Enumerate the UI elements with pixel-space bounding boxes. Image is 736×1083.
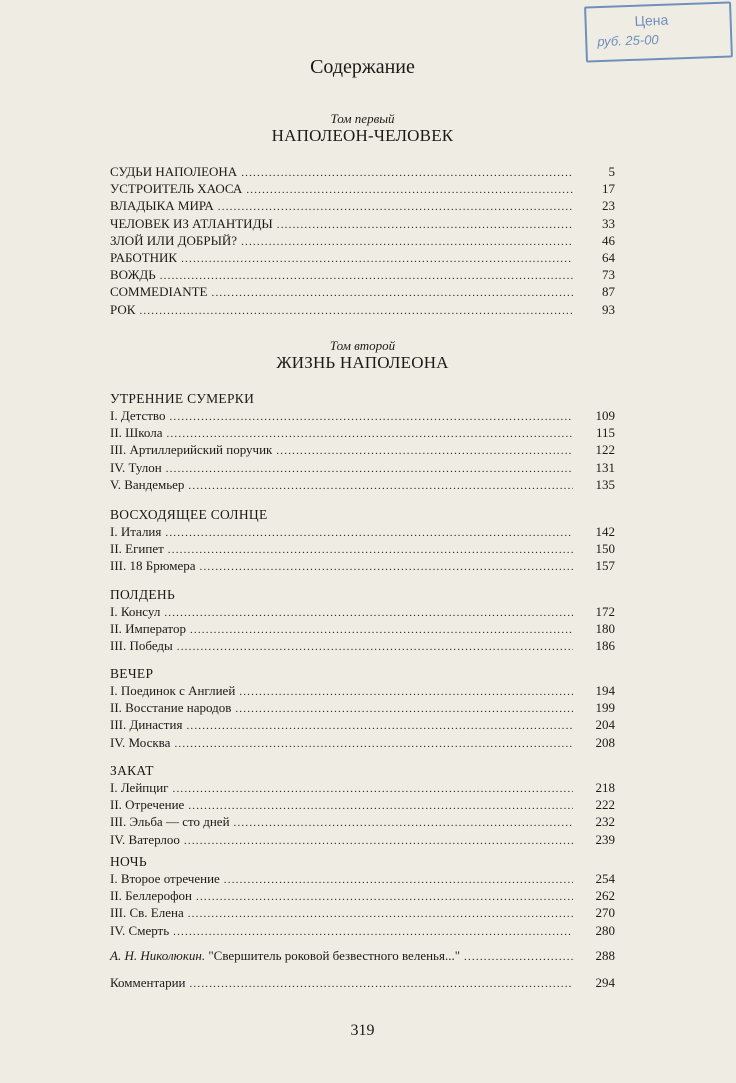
leader-dots	[173, 926, 573, 938]
leader-dots	[276, 445, 573, 457]
toc-entry-label: II. Беллерофон	[110, 888, 193, 904]
volume1-title: НАПОЛЕОН-ЧЕЛОВЕК	[271, 126, 454, 145]
leader-dots	[165, 527, 573, 539]
toc-entry-label: ВЛАДЫКА МИРА	[110, 198, 214, 214]
toc-entry-page: 232	[595, 814, 615, 830]
leader-dots	[235, 703, 573, 715]
toc-entry-label: IV. Ватерлоо	[110, 831, 180, 847]
toc-row	[110, 250, 615, 267]
toc-entry-label: I. Лейпциг	[110, 780, 169, 795]
toc-row	[110, 797, 615, 814]
toc-entry-label: III. Эльба — сто дней	[110, 814, 230, 830]
toc-entry-page: 5	[608, 164, 615, 179]
toc-row	[110, 524, 615, 541]
toc-entry-page: 194	[595, 683, 615, 698]
leader-dots	[188, 908, 573, 920]
toc-row	[110, 923, 615, 940]
toc-row	[110, 408, 615, 425]
toc-entry-page: 150	[595, 541, 615, 557]
toc-row	[110, 735, 615, 752]
toc-entry-page: 186	[595, 638, 615, 654]
toc-entry-page: 280	[595, 922, 615, 938]
toc-entry-page: 172	[595, 604, 615, 619]
leader-dots	[186, 720, 573, 732]
toc-entry-label: ЗЛОЙ ИЛИ ДОБРЫЙ?	[110, 232, 238, 248]
toc-entry-page: 87	[602, 284, 615, 300]
toc-entry-page: 93	[602, 301, 615, 317]
toc-row	[110, 604, 615, 621]
toc-entry-label: III. Артиллерийский поручик	[110, 442, 273, 458]
toc-entry-label: II. Школа	[110, 425, 163, 441]
toc-entry-page: 23	[602, 198, 615, 214]
toc-entry-page: 157	[595, 558, 615, 574]
volume1-entries	[110, 164, 615, 319]
toc-entry-page: 262	[595, 888, 615, 904]
toc-entry-label: ВОЖДЬ	[110, 267, 156, 283]
part-sunset	[110, 761, 615, 849]
toc-row	[110, 871, 615, 888]
toc-entry-label: III. Св. Елена	[110, 905, 184, 921]
toc-entry-page: 254	[595, 871, 615, 886]
leader-dots	[234, 817, 573, 829]
part-morning-twilight	[110, 389, 615, 494]
afterword-page: 288	[595, 948, 615, 963]
commentary-entry	[110, 975, 615, 992]
leader-dots	[200, 561, 573, 573]
toc-entry-label: IV. Смерть	[110, 922, 170, 938]
part-title: НОЧЬ	[110, 854, 147, 869]
part-noon	[110, 585, 615, 656]
leader-dots	[224, 874, 573, 886]
toc-row	[110, 888, 615, 905]
toc-entry-page: 73	[602, 267, 615, 283]
toc-entry-label: I. Италия	[110, 524, 162, 539]
leader-dots	[196, 891, 573, 903]
toc-entry-page: 239	[595, 831, 615, 847]
part-night	[110, 852, 615, 940]
toc-row	[110, 216, 615, 233]
toc-row	[110, 460, 615, 477]
leader-dots	[167, 428, 573, 440]
toc-entry-page: 204	[595, 717, 615, 733]
leader-dots	[277, 219, 573, 231]
leader-dots	[188, 480, 573, 492]
toc-entry-label: IV. Тулон	[110, 459, 162, 475]
afterword-entry	[110, 948, 615, 965]
leader-dots	[166, 463, 573, 475]
leader-dots	[139, 305, 573, 317]
toc-entry-label: I. Детство	[110, 408, 166, 423]
toc-row	[110, 683, 615, 700]
toc-entry-label: ЧЕЛОВЕК ИЗ АТЛАНТИДЫ	[110, 215, 273, 231]
toc-entry-page: 17	[602, 181, 615, 197]
part-rising-sun	[110, 505, 615, 576]
toc-row	[110, 541, 615, 558]
leader-dots	[241, 236, 573, 248]
page-number: 319	[350, 1022, 375, 1039]
leader-dots	[160, 270, 573, 282]
toc-page	[110, 0, 615, 1083]
toc-entry-label: IV. Москва	[110, 734, 171, 750]
part-title: ВЕЧЕР	[110, 666, 154, 681]
stamp-label: Цена	[634, 11, 669, 29]
toc-entry-page: 270	[595, 905, 615, 921]
toc-row	[110, 267, 615, 284]
toc-row	[110, 780, 615, 797]
leader-dots	[181, 253, 573, 265]
part-title: УТРЕННИЕ СУМЕРКИ	[110, 391, 255, 406]
leader-dots	[169, 411, 573, 423]
toc-row-afterword	[110, 948, 615, 965]
toc-entry-label: COMMEDIANTE	[110, 284, 208, 300]
toc-row	[110, 814, 615, 831]
toc-row	[110, 302, 615, 319]
toc-row	[110, 425, 615, 442]
leader-dots	[177, 641, 573, 653]
toc-row	[110, 284, 615, 301]
part-title: ЗАКАТ	[110, 763, 154, 778]
toc-entry-label: II. Египет	[110, 541, 164, 557]
leader-dots	[190, 624, 573, 636]
leader-dots	[239, 686, 573, 698]
toc-entry-label: РОК	[110, 301, 136, 317]
leader-dots	[164, 607, 573, 619]
toc-entry-label: II. Отречение	[110, 797, 185, 813]
volume2-title: ЖИЗНЬ НАПОЛЕОНА	[276, 353, 449, 372]
toc-entry-label: РАБОТНИК	[110, 249, 178, 265]
volume1-label: Том первый	[330, 111, 395, 126]
stamp-price: руб. 25-00	[597, 32, 659, 50]
toc-entry-label: СУДЬИ НАПОЛЕОНА	[110, 164, 238, 179]
leader-dots	[246, 184, 573, 196]
toc-row	[110, 832, 615, 849]
toc-entry-page: 218	[595, 780, 615, 795]
leader-dots	[189, 978, 573, 990]
toc-row	[110, 700, 615, 717]
commentary-page: 294	[595, 975, 615, 990]
toc-row	[110, 198, 615, 215]
toc-entry-label: III. Династия	[110, 717, 183, 733]
toc-entry-label: УСТРОИТЕЛЬ ХАОСА	[110, 181, 243, 197]
toc-entry-page: 142	[595, 524, 615, 539]
toc-entry-label: I. Поединок с Англией	[110, 683, 236, 698]
leader-dots	[173, 783, 574, 795]
toc-row	[110, 558, 615, 575]
part-title: ПОЛДЕНЬ	[110, 587, 176, 602]
toc-row-commentary	[110, 975, 615, 992]
toc-entry-label: III. Победы	[110, 638, 173, 654]
toc-row	[110, 621, 615, 638]
toc-entry-page: 131	[595, 459, 615, 475]
toc-entry-page: 180	[595, 621, 615, 637]
toc-row	[110, 442, 615, 459]
toc-entry-page: 115	[595, 425, 615, 441]
toc-entry-label: II. Император	[110, 621, 186, 637]
toc-entry-page: 46	[602, 232, 615, 248]
toc-entry-label: I. Второе отречение	[110, 871, 220, 886]
toc-entry-page: 222	[595, 797, 615, 813]
toc-entry-label: II. Восстание народов	[110, 700, 232, 716]
page-title: Содержание	[310, 56, 415, 78]
leader-dots	[241, 167, 573, 179]
toc-entry-label: III. 18 Брюмера	[110, 558, 196, 574]
volume2-label: Том второй	[329, 338, 396, 353]
toc-entry-page: 208	[595, 734, 615, 750]
leader-dots	[464, 951, 573, 963]
leader-dots	[174, 738, 573, 750]
part-evening	[110, 664, 615, 752]
toc-row	[110, 477, 615, 494]
toc-row	[110, 181, 615, 198]
toc-row	[110, 233, 615, 250]
toc-row	[110, 905, 615, 922]
leader-dots	[212, 287, 574, 299]
commentary-label: Комментарии	[110, 975, 186, 990]
toc-entry-page: 33	[602, 215, 615, 231]
part-title: ВОСХОДЯЩЕЕ СОЛНЦЕ	[110, 507, 268, 522]
toc-entry-page: 122	[595, 442, 615, 458]
afterword-author: А. Н. Николюкин.	[110, 948, 206, 963]
toc-entry-page: 199	[595, 700, 615, 716]
toc-row	[110, 717, 615, 734]
toc-entry-page: 135	[595, 476, 615, 492]
toc-entry-page: 64	[602, 249, 615, 265]
toc-entry-label: I. Консул	[110, 604, 161, 619]
afterword-title: "Свершитель роковой безвестного веленья..."	[208, 948, 461, 963]
toc-entry-page: 109	[595, 408, 615, 423]
leader-dots	[168, 544, 573, 556]
leader-dots	[184, 835, 573, 847]
toc-row	[110, 638, 615, 655]
toc-entry-label: V. Вандемьер	[110, 476, 185, 492]
toc-row	[110, 164, 615, 181]
leader-dots	[188, 800, 573, 812]
leader-dots	[218, 201, 573, 213]
